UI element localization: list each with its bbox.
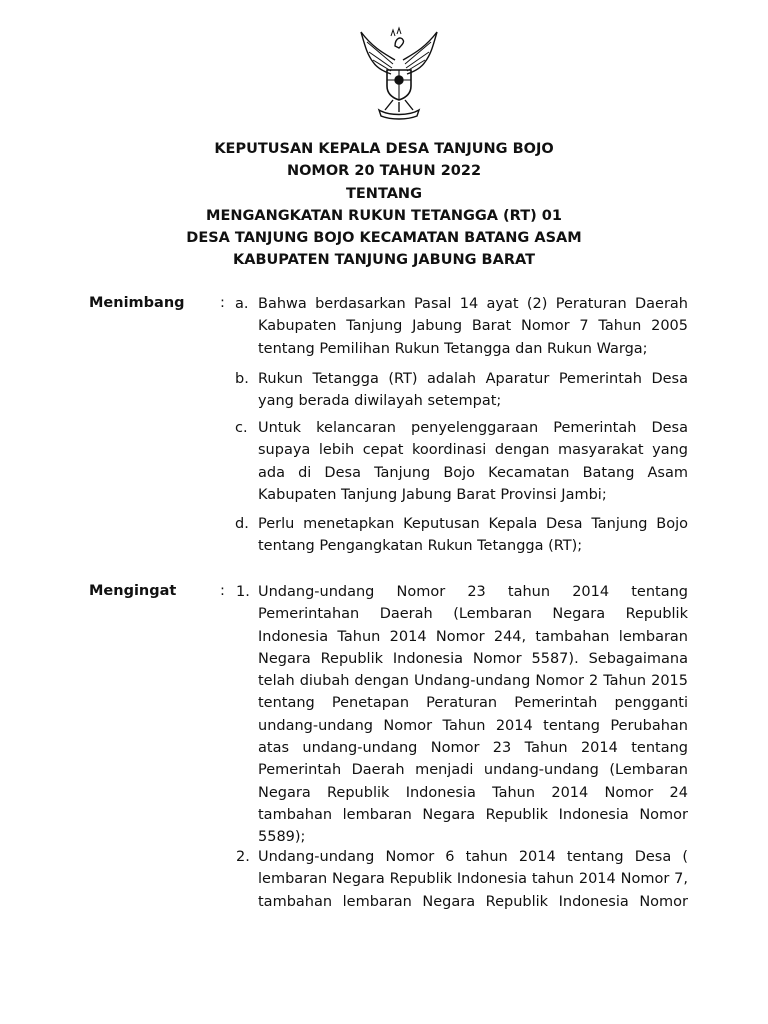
mengingat-label: Mengingat <box>89 583 177 599</box>
menimbang-colon: : <box>220 295 225 311</box>
title-line-5: DESA TANJUNG BOJO KECAMATAN BATANG ASAM <box>186 230 582 247</box>
item-text: Perlu menetapkan Keputusan Kepala Desa Tanjung Bojo tentang Pengangkatan Rukun Tetangga (RT); <box>258 516 688 555</box>
item-marker: a. <box>235 296 249 312</box>
document-title <box>0 138 768 272</box>
item-text: Undang-undang Nomor 6 tahun 2014 tentang Desa ( lembaran Negara Republik Indonesia tahun 2014 Nomor 7, tambahan lembaran Negara Republik Indonesia Nomor <box>258 849 688 910</box>
garuda-emblem <box>355 24 443 120</box>
item-marker: 2. <box>236 849 250 865</box>
item-marker: c. <box>235 420 248 436</box>
item-text: Bahwa berdasarkan Pasal 14 ayat (2) Peraturan Daerah Kabupaten Tanjung Jabung Barat Nomor 7 Tahun 2005 tentang Pemilihan Rukun Tetangga dan Rukun Warga; <box>258 296 688 357</box>
menimbang-label: Menimbang <box>89 295 185 311</box>
title-line-1: KEPUTUSAN KEPALA DESA TANJUNG BOJO <box>214 141 554 157</box>
title-line-2: NOMOR 20 TAHUN 2022 <box>286 163 482 180</box>
item-text: Undang-undang Nomor 23 tahun 2014 tentang Pemerintahan Daerah (Lembaran Negara Republik Indonesia Tahun 2014 Nomor 244, tambahan lembaran Negara Republik Indonesia Nomor 5587). Sebagaimana telah diubah dengan Undang-undang Nomor 2 Tahun 2015 tentang Penetapan Peraturan Pemerintah pengganti undang-undang Nomor Tahun 2014 tentang Perubahan atas undang-undang Nomor 23 Tahun 2014 tentang Pemerintah Daerah menjadi undang-undang (Lembaran Negara Republik Indonesia Tahun 2014 Nomor 24 tambahan lembaran Negara Republik Indonesia Nomor 5589); <box>258 584 688 846</box>
item-text: Untuk kelancaran penyelenggaraan Pemerintah Desa supaya lebih cepat koordinasi dengan masyarakat yang ada di Desa Tanjung Bojo Kecamatan Batang Asam Kabupaten Tanjung Jabung Barat Provinsi Jambi; <box>258 420 688 503</box>
item-text: Rukun Tetangga (RT) adalah Aparatur Pemerintah Desa yang berada diwilayah setempat; <box>258 371 688 410</box>
title-line-3: TENTANG <box>346 185 422 202</box>
title-line-6: KABUPATEN TANJUNG JABUNG BARAT <box>233 252 535 269</box>
title-line-4: MENGANGKATAN RUKUN TETANGGA (RT) 01 <box>206 207 562 224</box>
mengingat-colon: : <box>220 583 225 599</box>
item-marker: b. <box>235 371 249 387</box>
item-marker: 1. <box>236 584 250 600</box>
item-marker: d. <box>235 516 249 532</box>
